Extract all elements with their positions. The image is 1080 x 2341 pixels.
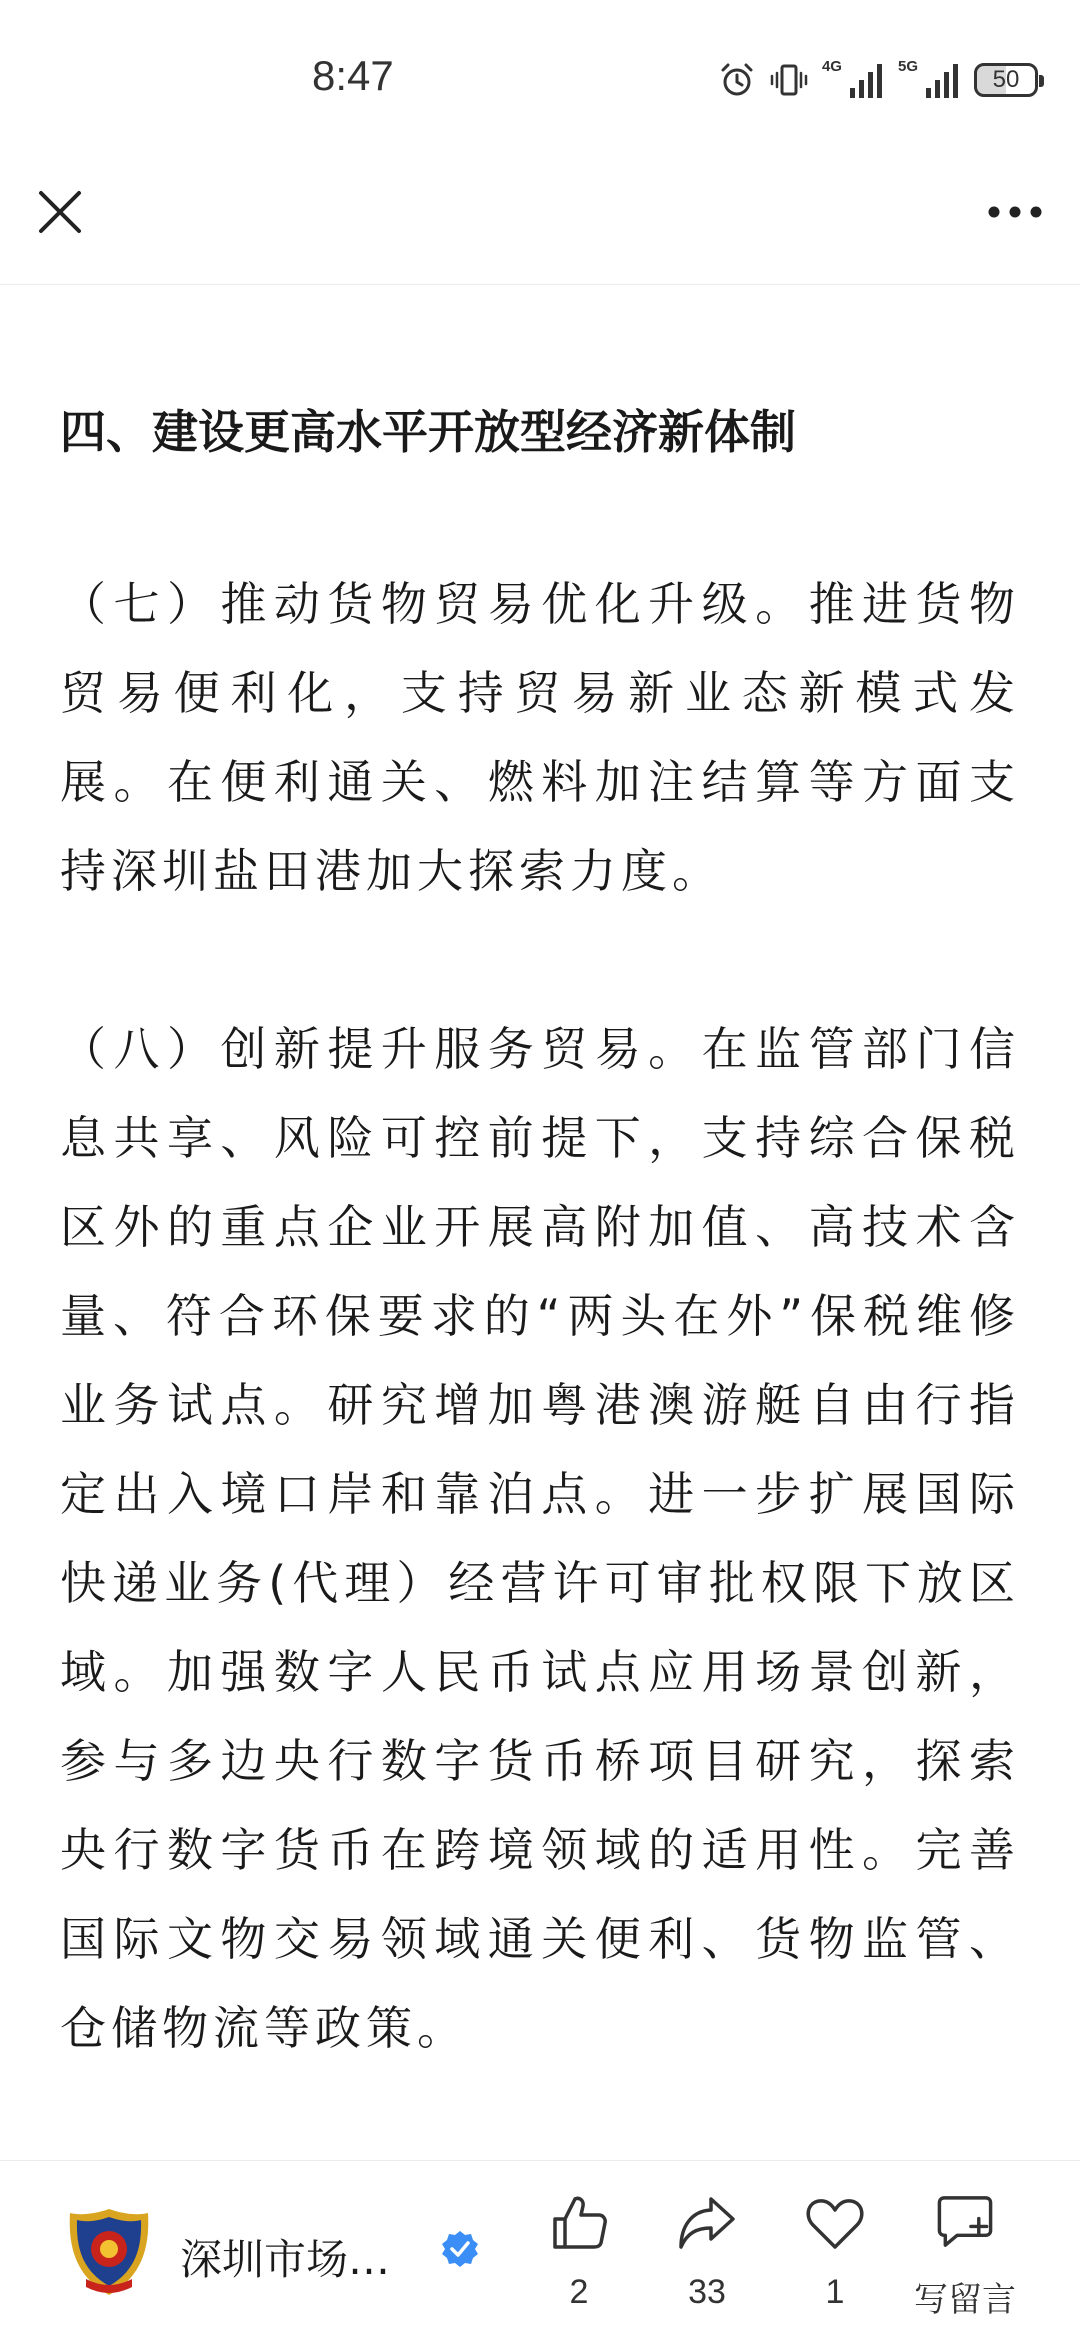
police-emblem-icon	[66, 2207, 152, 2297]
more-icon	[987, 205, 1043, 219]
status-time: 8:47	[312, 52, 394, 99]
vibrate-icon	[770, 61, 808, 99]
share-count: 33	[688, 2273, 726, 2311]
network-label-1: 4G	[821, 58, 842, 75]
close-button[interactable]	[30, 182, 90, 242]
comment-label: 写留言	[914, 2280, 1016, 2320]
alarm-icon	[718, 61, 756, 99]
battery-level: 50	[992, 66, 1020, 93]
heart-icon	[803, 2191, 867, 2255]
verified-badge-icon	[440, 2229, 480, 2269]
account-name[interactable]: 深圳市场…	[180, 2235, 391, 2284]
account-avatar[interactable]	[66, 2207, 152, 2297]
paragraph-8: （八）创新提升服务贸易。在监管部门信息共享、风险可控前提下，支持综合保税区外的重点企业开展高附加值、高技术含量、符合环保要求的“两头在外”保税维修业务试点。研究增加粤港澳游艇自由行指定出入境口岸和靠泊点。进一步扩展国际快递业务(代理）经营许可审批权限下放区域。加强数字人民币试点应用场景创新，参与多边央行数字货币桥项目研究，探索央行数字货币在跨境领域的适用性。完善国际文物交易领域通关便利、货物监管、仓储物流等政策。	[60, 1022, 1020, 2055]
network-label-2: 5G	[897, 58, 918, 75]
top-bar	[0, 160, 1080, 285]
favorite-button[interactable]	[770, 2191, 900, 2321]
battery-icon	[974, 63, 1038, 97]
status-bar	[0, 0, 1080, 160]
signal-icon	[850, 62, 884, 98]
comment-icon	[933, 2191, 997, 2254]
favorite-count: 1	[825, 2273, 845, 2311]
paragraph-7: （七）推动货物贸易优化升级。推进货物贸易便利化，支持贸易新业态新模式发展。在便利通关、燃料加注结算等方面支持深圳盐田港加大探索力度。	[60, 577, 1020, 898]
share-button[interactable]	[642, 2191, 772, 2321]
close-icon	[37, 189, 83, 235]
more-button[interactable]	[980, 182, 1050, 242]
status-icons	[718, 58, 1038, 102]
bottom-action-bar	[0, 2160, 1080, 2341]
signal-icon-2	[926, 62, 960, 98]
article-body	[60, 380, 1020, 2073]
like-button[interactable]	[514, 2191, 644, 2321]
comment-button[interactable]	[900, 2191, 1030, 2321]
thumbs-up-icon	[547, 2191, 611, 2255]
share-icon	[675, 2191, 739, 2255]
section-heading: 四、建设更高水平开放型经济新体制	[60, 405, 796, 459]
like-count: 2	[569, 2273, 589, 2311]
